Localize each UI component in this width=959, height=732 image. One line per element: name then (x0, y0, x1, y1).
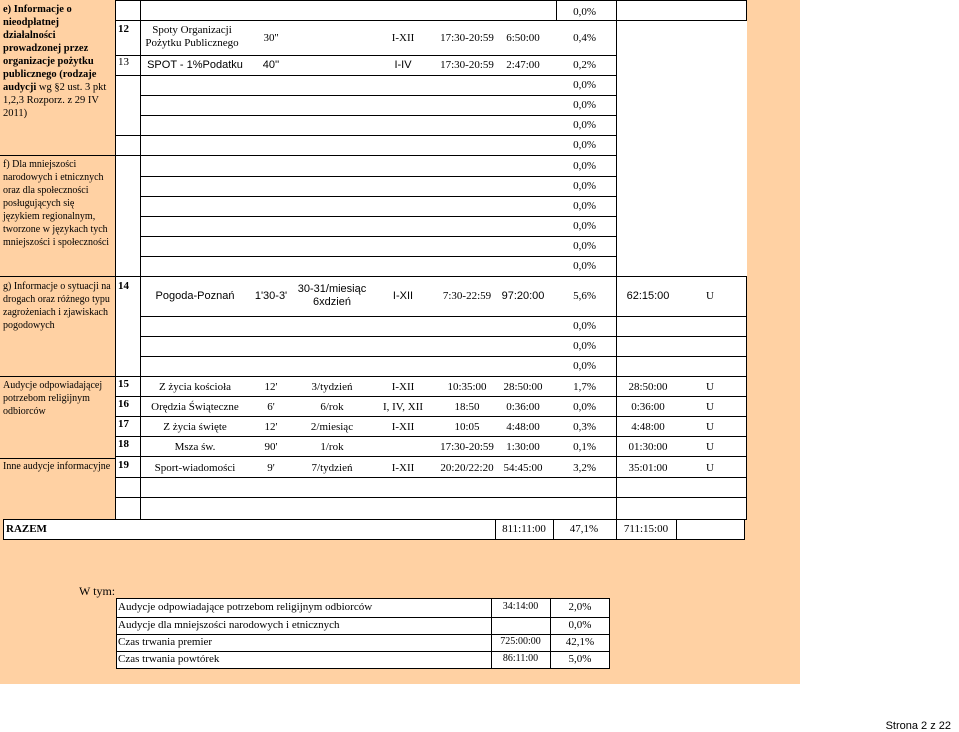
row-17-frequency: 2/miesiąc (310, 421, 354, 433)
row-15-mark: U (706, 381, 714, 393)
row-14-duration: 1'30-3' (254, 290, 288, 302)
row-18-share: 0,1% (573, 441, 596, 453)
row-14-total: 97:20:00 (501, 290, 545, 302)
row-14-mark: U (706, 290, 714, 302)
row-13-months: I-IV (394, 59, 412, 71)
row-19-title: Sport-wiadomości (154, 462, 236, 474)
row-16-mark: U (706, 401, 714, 413)
summary-label: Czas trwania powtórek (118, 653, 220, 665)
page-number: Strona 2 z 22 (885, 720, 951, 732)
razem-total: 811:11:00 (502, 523, 546, 535)
section-e-suffix: wg §2 ust. 3 pkt 1,2,3 Rozporz. z 29 IV 2011) (3, 82, 107, 119)
row-13-share: 0,2% (573, 59, 596, 71)
row-14-premieres: 62:15:00 (626, 290, 670, 302)
row-12-title: Spoty Organizacji Pożytku Publicznego (145, 24, 239, 49)
summary-pct: 42,1% (565, 636, 595, 648)
section-f-label: f) Dla mniejszości narodowych i etnicznych oraz dla społeczności posługujących się językiem regionalnym, tworzone w językach tych mniejszości i społeczności (3, 159, 110, 248)
row-18-number: 18 (118, 438, 129, 450)
summary-value: 86:11:00 (502, 653, 539, 664)
row-19-share: 3,2% (573, 462, 596, 474)
section-other-label: Inne audycje informacyjne (3, 461, 111, 472)
row-13-title: SPOT - 1%Podatku (147, 59, 243, 71)
row-17-mark: U (706, 421, 714, 433)
row-13-number: 13 (118, 56, 129, 68)
row-16-frequency: 6/rok (320, 401, 344, 413)
empty-share: 0,0% (573, 139, 596, 151)
summary-pct: 5,0% (568, 653, 592, 665)
summary-label: Czas trwania premier (118, 636, 213, 648)
row-15-total: 28:50:00 (503, 381, 543, 393)
row-18-title: Msza św. (174, 441, 216, 453)
row-12-share: 0,4% (573, 32, 596, 44)
summary-pct: 2,0% (568, 601, 592, 613)
row-16-premieres: 0:36:00 (631, 401, 665, 413)
row-15-hours: 10:35:00 (447, 381, 487, 393)
row-12-total: 6:50:00 (506, 32, 540, 44)
summary-value: 725:00:00 (500, 636, 541, 647)
row-14-hours: 7:30-22:59 (442, 290, 492, 302)
row-16-hours: 18:50 (454, 401, 480, 413)
row-15-premieres: 28:50:00 (628, 381, 668, 393)
row-12-hours: 17:30-20:59 (440, 32, 494, 44)
empty-share: 0,0% (573, 320, 596, 332)
row-17-premieres: 4:48:00 (631, 421, 665, 433)
row-13-hours: 17:30-20:59 (440, 59, 494, 71)
row-16-share: 0,0% (573, 401, 596, 413)
empty-share: 0,0% (573, 200, 596, 212)
section-g-label: g) Informacje o sytuacji na drogach oraz różnego typu zagrożeniach i zjawiskach pogodowych (3, 281, 111, 331)
empty-share: 0,0% (573, 119, 596, 131)
row-16-duration: 6' (267, 401, 275, 413)
empty-share: 0,0% (573, 180, 596, 192)
row-18-premieres: 01:30:00 (628, 441, 668, 453)
row-16-number: 16 (118, 398, 129, 410)
row-17-months: I-XII (391, 421, 415, 433)
summary-pct: 0,0% (568, 619, 592, 631)
razem-share: 47,1% (569, 523, 599, 535)
row-19-duration: 9' (267, 462, 275, 474)
summary-label: Audycje dla mniejszości narodowych i etnicznych (118, 619, 340, 631)
row-18-mark: U (706, 441, 714, 453)
empty-share: 0,0% (573, 360, 596, 372)
row-17-hours: 10:05 (454, 421, 480, 433)
row-18-hours: 17:30-20:59 (440, 441, 494, 453)
section-e-bold: rodzaje audycji (3, 69, 97, 93)
row-14-title: Pogoda-Poznań (155, 290, 235, 302)
row-14-number: 14 (118, 280, 129, 292)
row-17-total: 4:48:00 (506, 421, 540, 433)
row-15-duration: 12' (264, 381, 278, 393)
row-18-duration: 90' (264, 441, 278, 453)
empty-share: 0,0% (573, 160, 596, 172)
row-17-number: 17 (118, 418, 129, 430)
row-12-duration: 30'' (263, 32, 279, 44)
row-17-duration: 12' (264, 421, 278, 433)
row-19-frequency: 7/tydzień (311, 462, 353, 474)
row-17-title: Z życia święte (163, 421, 227, 433)
row-13-total: 2:47:00 (506, 59, 540, 71)
razem-premieres: 711:15:00 (623, 523, 669, 535)
row-15-title: Z życia kościoła (158, 381, 232, 393)
row-16-months: I, IV, XII (382, 401, 424, 413)
section-religious-label: Audycje odpowiadającej potrzebom religijnym odbiorców (3, 380, 103, 417)
row-14-frequency: 30-31/miesiąc 6xdzień (297, 283, 367, 308)
empty-share: 0,0% (573, 240, 596, 252)
empty-share: 0,0% (573, 340, 596, 352)
razem-label: RAZEM (6, 523, 47, 535)
row-18-total: 1:30:00 (506, 441, 540, 453)
row-18-frequency: 1/rok (320, 441, 344, 453)
row-15-months: I-XII (391, 381, 415, 393)
row-15-number: 15 (118, 378, 129, 390)
w-tym-label: W tym: (79, 584, 116, 598)
summary-label: Audycje odpowiadające potrzebom religijnym odbiorców (118, 601, 373, 613)
row-19-number: 19 (118, 459, 129, 471)
section-e-label (3, 3, 111, 120)
empty-share: 0,0% (573, 79, 596, 91)
row-19-mark: U (706, 462, 714, 474)
empty-share: 0,0% (573, 220, 596, 232)
row-19-hours: 20:20/22:20 (440, 462, 494, 474)
row-19-total: 54:45:00 (503, 462, 543, 474)
row-19-months: I-XII (391, 462, 415, 474)
summary-value: 34:14:00 (502, 601, 539, 612)
row-14-share: 5,6% (573, 290, 596, 302)
section-e-prefix: e) Informacje o nieodpłatnej działalności prowadzonej przez organizacje pożytku publicznego ( (3, 4, 94, 80)
row-15-frequency: 3/tydzień (311, 381, 353, 393)
row-15-share: 1,7% (573, 381, 596, 393)
row-17-share: 0,3% (573, 421, 596, 433)
row-12-number: 12 (118, 23, 129, 35)
top-empty-share: 0,0% (573, 6, 596, 18)
row-19-premieres: 35:01:00 (628, 462, 668, 474)
empty-share: 0,0% (573, 260, 596, 272)
row-12-months: I-XII (391, 32, 415, 44)
empty-share: 0,0% (573, 99, 596, 111)
row-16-total: 0:36:00 (506, 401, 540, 413)
row-16-title: Orędzia Świąteczne (151, 401, 239, 413)
row-14-months: I-XII (392, 290, 414, 302)
row-13-duration: 40'' (262, 59, 280, 71)
